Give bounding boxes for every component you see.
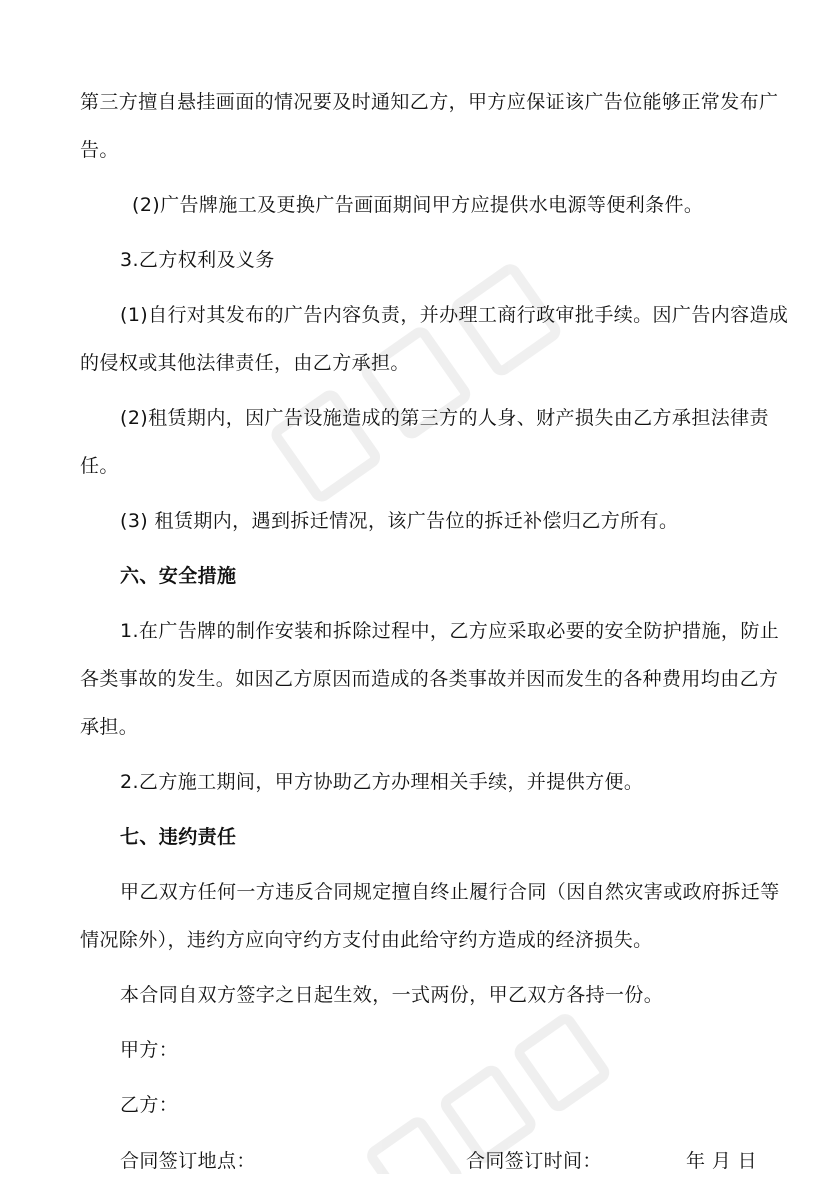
clause-6-1: 1.在广告牌的制作安装和拆除过程中，乙方应采取必要的安全防护措施，防止各类事故的发生。如因乙方原因而造成的各类事故并因而发生的各种费用均由乙方承担。 (80, 620, 780, 738)
clause-3-2: (2)租赁期内，因广告设施造成的第三方的人身、财产损失由乙方承担法律责任。 (80, 407, 769, 477)
paragraph-continuation: 第三方擅自悬挂画面的情况要及时通知乙方，甲方应保证该广告位能够正常发布广告。 (80, 91, 779, 161)
section-seven-heading: 七、违约责任 (120, 826, 237, 848)
clause-6-2: 2.乙方施工期间，甲方协助乙方办理相关手续，并提供方便。 (120, 771, 644, 793)
party-a-label: 甲方： (120, 1039, 179, 1061)
section-six-heading: 六、安全措施 (120, 565, 237, 587)
signing-date-placeholder: 年 月 日 (686, 1150, 758, 1172)
signing-time-label: 合同签订时间： (466, 1150, 602, 1172)
signing-place-label: 合同签订地点： (120, 1150, 256, 1172)
clause-2-2: (2)广告牌施工及更换广告画面期间甲方应提供水电源等便利条件。 (132, 194, 704, 216)
breach-clause: 甲乙双方任何一方违反合同规定擅自终止履行合同（因自然灾害或政府拆迁等情况除外），违约方应向守约方支付由此给守约方造成的经济损失。 (80, 881, 780, 951)
clause-3-3: (3) 租赁期内，遇到拆迁情况，该广告位的拆迁补偿归乙方所有。 (120, 510, 679, 532)
party-b-label: 乙方： (120, 1094, 179, 1116)
effective-clause: 本合同自双方签字之日起生效，一式两份，甲乙双方各持一份。 (120, 984, 664, 1006)
signature-row (80, 1137, 792, 1185)
contract-body (80, 78, 792, 1185)
clause-3-1: (1)自行对其发布的广告内容负责，并办理工商行政审批手续。因广告内容造成的侵权或其他法律责任，由乙方承担。 (80, 304, 789, 374)
section-3-title: 3.乙方权利及义务 (120, 249, 275, 271)
